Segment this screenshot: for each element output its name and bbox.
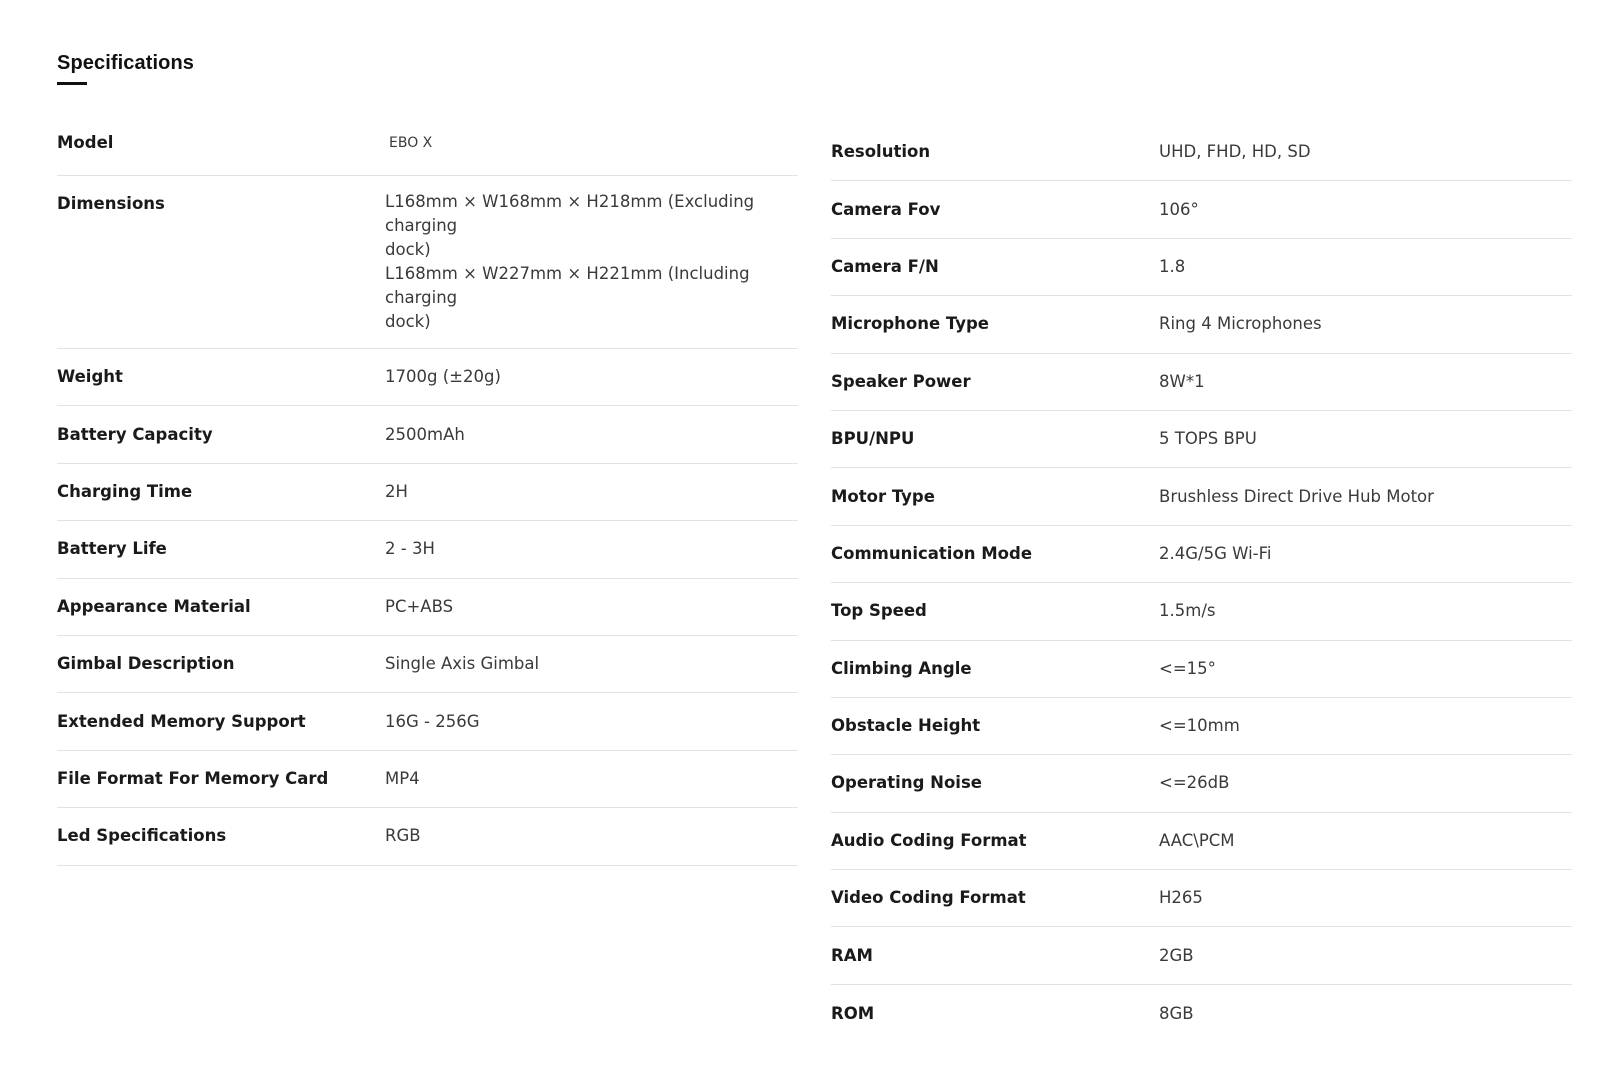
spec-value: 1.8 xyxy=(1159,256,1186,276)
spec-value: H265 xyxy=(1159,888,1203,908)
spec-label: File Format For Memory Card xyxy=(57,768,329,788)
spec-label: Audio Coding Format xyxy=(831,830,1027,850)
spec-table-right xyxy=(831,124,1572,1042)
spec-row-bpu-npu xyxy=(831,411,1572,468)
spec-label: Camera F/N xyxy=(831,256,939,276)
spec-row-resolution xyxy=(831,124,1572,181)
spec-value: 16G - 256G xyxy=(385,711,480,731)
spec-label: Top Speed xyxy=(831,601,927,621)
spec-row-charging-time xyxy=(57,464,798,521)
spec-label: Obstacle Height xyxy=(831,716,981,736)
spec-value: <=10mm xyxy=(1159,716,1240,736)
spec-row-weight xyxy=(57,349,798,406)
spec-label: Communication Mode xyxy=(831,543,1033,563)
spec-value-line: L168mm × W168mm × H218mm (Excluding charging xyxy=(385,192,755,235)
spec-value xyxy=(385,190,798,334)
spec-value: MP4 xyxy=(385,768,420,788)
spec-row-climbing-angle xyxy=(831,641,1572,698)
spec-value: <=26dB xyxy=(1159,773,1230,793)
spec-value: UHD, FHD, HD, SD xyxy=(1159,142,1311,162)
spec-label: Led Specifications xyxy=(57,826,227,846)
spec-value: Single Axis Gimbal xyxy=(385,654,540,674)
spec-label: Battery Capacity xyxy=(57,424,213,444)
spec-value: 1700g (±20g) xyxy=(385,367,501,387)
spec-row-file-format xyxy=(57,751,798,808)
spec-label: RAM xyxy=(831,945,873,965)
spec-row-top-speed xyxy=(831,583,1572,640)
spec-value: RGB xyxy=(385,826,421,846)
spec-value-line: L168mm × W227mm × H221mm (Including charging xyxy=(385,264,750,307)
title-underline xyxy=(57,82,87,85)
spec-label: Climbing Angle xyxy=(831,658,972,678)
spec-label: BPU/NPU xyxy=(831,429,915,449)
spec-label: Motor Type xyxy=(831,486,935,506)
spec-label: Appearance Material xyxy=(57,596,251,616)
spec-value: 2.4G/5G Wi-Fi xyxy=(1159,543,1272,563)
spec-row-motor-type xyxy=(831,468,1572,525)
spec-label: Camera Fov xyxy=(831,199,941,219)
spec-value: 5 TOPS BPU xyxy=(1159,429,1257,449)
spec-value: PC+ABS xyxy=(385,596,454,616)
spec-label: Battery Life xyxy=(57,539,167,559)
spec-label: Operating Noise xyxy=(831,773,982,793)
spec-row-camera-fov xyxy=(831,181,1572,238)
spec-label: Charging Time xyxy=(57,481,193,501)
spec-row-camera-fn xyxy=(831,239,1572,296)
spec-label: Weight xyxy=(57,367,123,387)
spec-label: Dimensions xyxy=(57,194,165,213)
spec-label: Microphone Type xyxy=(831,314,989,334)
spec-value: 2500mAh xyxy=(385,424,465,444)
spec-label: ROM xyxy=(831,1003,875,1023)
spec-row-speaker-power xyxy=(831,354,1572,411)
spec-row-model xyxy=(57,118,798,176)
spec-value-line: dock) xyxy=(385,312,431,331)
spec-row-operating-noise xyxy=(831,755,1572,812)
spec-value: 8W*1 xyxy=(1159,371,1205,391)
spec-value: Ring 4 Microphones xyxy=(1159,314,1322,334)
spec-row-video-coding xyxy=(831,870,1572,927)
spec-value: 2H xyxy=(385,481,408,501)
spec-label: Resolution xyxy=(831,142,931,162)
spec-row-communication-mode xyxy=(831,526,1572,583)
spec-row-rom xyxy=(831,985,1572,1042)
spec-value: Brushless Direct Drive Hub Motor xyxy=(1159,486,1434,506)
spec-value: <=15° xyxy=(1159,658,1216,678)
spec-row-extended-memory xyxy=(57,693,798,750)
spec-row-dimensions xyxy=(57,176,798,349)
spec-value-line: dock) xyxy=(385,240,431,259)
spec-value: AAC\PCM xyxy=(1159,830,1235,850)
spec-value: 2GB xyxy=(1159,945,1194,965)
spec-value: 2 - 3H xyxy=(385,539,435,559)
spec-row-microphone-type xyxy=(831,296,1572,353)
spec-value: 1.5m/s xyxy=(1159,601,1216,621)
spec-row-ram xyxy=(831,927,1572,984)
spec-value: 8GB xyxy=(1159,1003,1194,1023)
spec-row-led xyxy=(57,808,798,865)
spec-row-obstacle-height xyxy=(831,698,1572,755)
spec-row-appearance-material xyxy=(57,579,798,636)
spec-label: Model xyxy=(57,132,114,152)
spec-label: Gimbal Description xyxy=(57,654,235,674)
spec-value: 106° xyxy=(1159,199,1199,219)
spec-table-left xyxy=(57,118,798,866)
section-title: Specifications xyxy=(57,52,194,74)
spec-label: Video Coding Format xyxy=(831,888,1026,908)
spec-row-battery-capacity xyxy=(57,406,798,463)
spec-row-gimbal-description xyxy=(57,636,798,693)
spec-label: Speaker Power xyxy=(831,371,971,391)
spec-row-audio-coding xyxy=(831,813,1572,870)
spec-label: Extended Memory Support xyxy=(57,711,306,731)
spec-row-battery-life xyxy=(57,521,798,578)
spec-value: EBO X xyxy=(389,134,433,151)
